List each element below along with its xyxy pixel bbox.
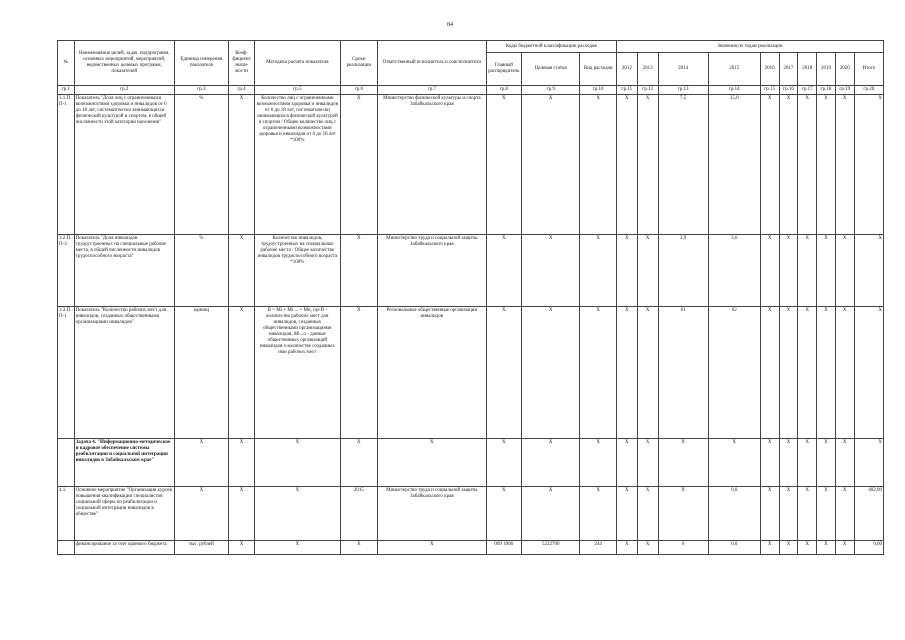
- header-year-2016: 2016: [760, 53, 779, 86]
- column-number-row: [58, 86, 884, 95]
- row-grbs: X: [486, 95, 521, 235]
- row-year-value: X: [779, 541, 798, 555]
- header-budget-codes: Коды бюджетной классификации расходов: [486, 41, 616, 53]
- col-number: гр.19: [835, 86, 854, 95]
- col-number: гр.20: [854, 86, 883, 95]
- row-term: X: [340, 307, 378, 439]
- header-year-2014: 2014: [658, 53, 708, 86]
- row-expense-type: X: [580, 235, 617, 307]
- row-year-value: X: [760, 307, 779, 439]
- row-method: X: [255, 541, 341, 555]
- col-number: гр.7: [378, 86, 486, 95]
- table-row: [58, 487, 884, 541]
- row-responsible: Министерство труда и социальной защиты Забайкальского края: [378, 235, 486, 307]
- row-year-value: X: [835, 541, 854, 555]
- row-grbs: X: [486, 487, 521, 541]
- row-year-value: X: [616, 439, 637, 487]
- row-year-value: X: [817, 235, 836, 307]
- row-grbs: 009 1006: [486, 541, 521, 555]
- row-coefficient: X: [229, 307, 255, 439]
- row-year-value: X: [779, 235, 798, 307]
- row-year-value: 15,0: [708, 95, 760, 235]
- row-year-value: X: [798, 487, 817, 541]
- table-body: [58, 95, 884, 555]
- col-number: гр.17: [798, 86, 817, 95]
- col-number: гр.11: [616, 86, 637, 95]
- row-total: X: [854, 439, 883, 487]
- row-year-value: X: [616, 95, 637, 235]
- header-target-article: Целевая статья: [522, 53, 580, 86]
- row-year-value: X: [835, 439, 854, 487]
- row-term: X: [340, 439, 378, 487]
- row-year-value: X: [817, 439, 836, 487]
- row-year-value: X: [835, 235, 854, 307]
- row-coefficient: X: [229, 439, 255, 487]
- row-name: Показатель "Доля лиц с ограниченными возможностями здоровья и инвалидов от 6 до 18 лет, систематически занимающихся физической культурой и спортом, в общей численности этой категории населения": [74, 95, 174, 235]
- header-term: Сроки реализации: [340, 41, 378, 86]
- row-year-value: X: [658, 439, 708, 487]
- row-year-value: X: [637, 235, 658, 307]
- col-number: гр.18: [817, 86, 836, 95]
- row-year-value: X: [817, 541, 836, 555]
- table-row: [58, 541, 884, 555]
- row-year-value: X: [798, 439, 817, 487]
- row-target-article: X: [522, 235, 580, 307]
- row-year-value: 62: [708, 307, 760, 439]
- row-unit: тыс. рублей: [174, 541, 228, 555]
- row-expense-type: X: [580, 487, 617, 541]
- row-term: 2015: [340, 487, 378, 541]
- row-year-value: 7,5: [658, 95, 708, 235]
- header-name: Наименование целей, задач, подпрограмм, основных мероприятий, мероприятий, ведомственных целевых программ, показателей: [74, 41, 174, 86]
- program-indicators-table: [57, 40, 884, 555]
- col-number: гр.3: [174, 86, 228, 95]
- row-term: X: [340, 541, 378, 555]
- row-unit: X: [174, 487, 228, 541]
- row-number: 3.2.ПП-3: [58, 235, 75, 307]
- row-year-value: X: [637, 487, 658, 541]
- header-year-2017: 2017: [779, 53, 798, 86]
- header-year-2012: 2012: [616, 53, 637, 86]
- col-number: гр.5: [255, 86, 341, 95]
- row-year-value: X: [760, 487, 779, 541]
- row-year-value: X: [835, 95, 854, 235]
- row-year-value: X: [760, 439, 779, 487]
- row-name: Показатель "Количество рабочих мест для инвалидов, созданных общественными организациями инвалидов": [74, 307, 174, 439]
- row-year-value: X: [798, 541, 817, 555]
- row-coefficient: X: [229, 487, 255, 541]
- row-total: X: [854, 95, 883, 235]
- row-total: 0,00: [854, 541, 883, 555]
- header-years: Значения по годам реализации: [616, 41, 883, 53]
- row-total: X: [854, 235, 883, 307]
- row-method: В = Мi + Мi ... + Мn, где В - количество рабочих мест для инвалидов, созданных общественными организациями инвалидов, Мi...n - данные общественных организаций инвалидов о количестве созданных ими рабочих мест: [255, 307, 341, 439]
- row-responsible: Министерство труда и социальной защиты Забайкальского края: [378, 487, 486, 541]
- row-name: Основное мероприятие "Организация курсов повышения квалификации специалистов социальной сферы по реабилитации и социальной интеграции инвалидов в обществе": [74, 487, 174, 541]
- row-expense-type: X: [580, 95, 617, 235]
- row-number: [58, 541, 75, 555]
- row-responsible: Региональные общественные организации инвалидов: [378, 307, 486, 439]
- header-responsible: Ответственный исполнитель и соисполнители: [378, 41, 486, 86]
- row-year-value: X: [658, 487, 708, 541]
- row-year-value: X: [779, 439, 798, 487]
- col-number: гр.14: [708, 86, 760, 95]
- header-grbs: Главный распорядитель: [486, 53, 521, 86]
- col-number: гр.2: [74, 86, 174, 95]
- row-year-value: 0,0: [708, 541, 760, 555]
- row-year-value: X: [835, 487, 854, 541]
- row-method: X: [255, 439, 341, 487]
- header-method: Методика расчета показателя: [255, 41, 341, 86]
- row-year-value: X: [760, 541, 779, 555]
- row-target-article: X: [522, 487, 580, 541]
- row-number: 3.1.ПП-1: [58, 95, 75, 235]
- row-year-value: 0,0: [708, 487, 760, 541]
- row-total: 402,00: [854, 487, 883, 541]
- col-number: гр.10: [580, 86, 617, 95]
- row-year-value: X: [798, 95, 817, 235]
- header-expense-type: Вид расходов: [580, 53, 617, 86]
- row-term: X: [340, 235, 378, 307]
- row-name: Показатель "Доля инвалидов трудоустроенных на специальные рабочие места, в общей численности инвалидов трудоспособного возраста": [74, 235, 174, 307]
- row-year-value: X: [616, 487, 637, 541]
- row-name: Задача 4. "Информационно-методическое и кадровое обеспечение системы реабилитации и социальной интеграции инвалидов в Забайкальском крае": [74, 439, 174, 487]
- row-year-value: X: [798, 235, 817, 307]
- row-year-value: X: [817, 95, 836, 235]
- row-expense-type: 244: [580, 541, 617, 555]
- row-year-value: X: [817, 307, 836, 439]
- row-year-value: X: [616, 235, 637, 307]
- table-row: [58, 95, 884, 235]
- row-year-value: X: [779, 95, 798, 235]
- row-target-article: 5222700: [522, 541, 580, 555]
- row-number: 3.3.ПП-1: [58, 307, 75, 439]
- row-unit: единиц: [174, 307, 228, 439]
- row-target-article: X: [522, 439, 580, 487]
- row-year-value: X: [760, 95, 779, 235]
- row-grbs: X: [486, 307, 521, 439]
- header-year-2013: 2013: [637, 53, 658, 86]
- col-number: гр.8: [486, 86, 521, 95]
- row-year-value: X: [817, 487, 836, 541]
- row-grbs: X: [486, 439, 521, 487]
- row-year-value: X: [779, 307, 798, 439]
- row-year-value: X: [637, 95, 658, 235]
- row-unit: %: [174, 95, 228, 235]
- row-year-value: X: [760, 235, 779, 307]
- table-row: [58, 235, 884, 307]
- row-method: Количество инвалидов, трудоустроенных на специальные рабочие места / Общее количество инвалидов трудоспособного возраста *100%: [255, 235, 341, 307]
- row-year-value: X: [616, 307, 637, 439]
- row-year-value: X: [798, 307, 817, 439]
- row-unit: X: [174, 439, 228, 487]
- row-target-article: X: [522, 307, 580, 439]
- row-grbs: X: [486, 235, 521, 307]
- col-number: гр.16: [779, 86, 798, 95]
- row-target-article: X: [522, 95, 580, 235]
- row-responsible: X: [378, 541, 486, 555]
- col-number: гр.15: [760, 86, 779, 95]
- row-method: X: [255, 487, 341, 541]
- row-year-value: X: [779, 487, 798, 541]
- col-number: гр.1: [58, 86, 75, 95]
- col-number: гр.12: [637, 86, 658, 95]
- row-method: Количество лиц с ограниченными возможностями здоровья и инвалидов от 6 до 18 лет, систематически занимающихся физической культурой и спортом / Общее количество лиц с ограниченными возможностями здоровья и инвалидов от 6 до 18 лет *100%: [255, 95, 341, 235]
- row-year-value: X: [835, 307, 854, 439]
- header-unit: Единица измерения показателя: [174, 41, 228, 86]
- row-coefficient: X: [229, 541, 255, 555]
- row-term: X: [340, 95, 378, 235]
- col-number: гр.13: [658, 86, 708, 95]
- row-year-value: X: [637, 439, 658, 487]
- row-expense-type: X: [580, 307, 617, 439]
- col-number: гр.9: [522, 86, 580, 95]
- table-row: [58, 307, 884, 439]
- row-expense-type: X: [580, 439, 617, 487]
- page-number: 84: [447, 22, 453, 28]
- header-no: №: [58, 41, 75, 86]
- header-year-2018: 2018: [798, 53, 817, 86]
- header-year-2019: 2019: [817, 53, 836, 86]
- row-year-value: X: [708, 439, 760, 487]
- header-coef: Коэф-фициент значи-мости: [229, 41, 255, 86]
- row-coefficient: X: [229, 95, 255, 235]
- row-number: 4.1.: [58, 487, 75, 541]
- row-unit: %: [174, 235, 228, 307]
- col-number: гр.4: [229, 86, 255, 95]
- row-year-value: 3,6: [708, 235, 760, 307]
- table-row: [58, 439, 884, 487]
- program-table-sheet: [57, 40, 884, 555]
- row-year-value: X: [616, 541, 637, 555]
- row-year-value: 2,9: [658, 235, 708, 307]
- row-number: [58, 439, 75, 487]
- header-year-2020: 2020: [835, 53, 854, 86]
- row-name: финансирование за счет краевого бюджета: [74, 541, 174, 555]
- row-total: X: [854, 307, 883, 439]
- header-total: Итого: [854, 53, 883, 86]
- row-year-value: X: [637, 541, 658, 555]
- header-year-2015: 2015: [708, 53, 760, 86]
- row-year-value: 61: [658, 307, 708, 439]
- row-responsible: Министерство физической культуры и спорта Забайкальского края: [378, 95, 486, 235]
- col-number: гр.6: [340, 86, 378, 95]
- row-year-value: X: [637, 307, 658, 439]
- row-responsible: X: [378, 439, 486, 487]
- row-coefficient: X: [229, 235, 255, 307]
- row-year-value: 0: [658, 541, 708, 555]
